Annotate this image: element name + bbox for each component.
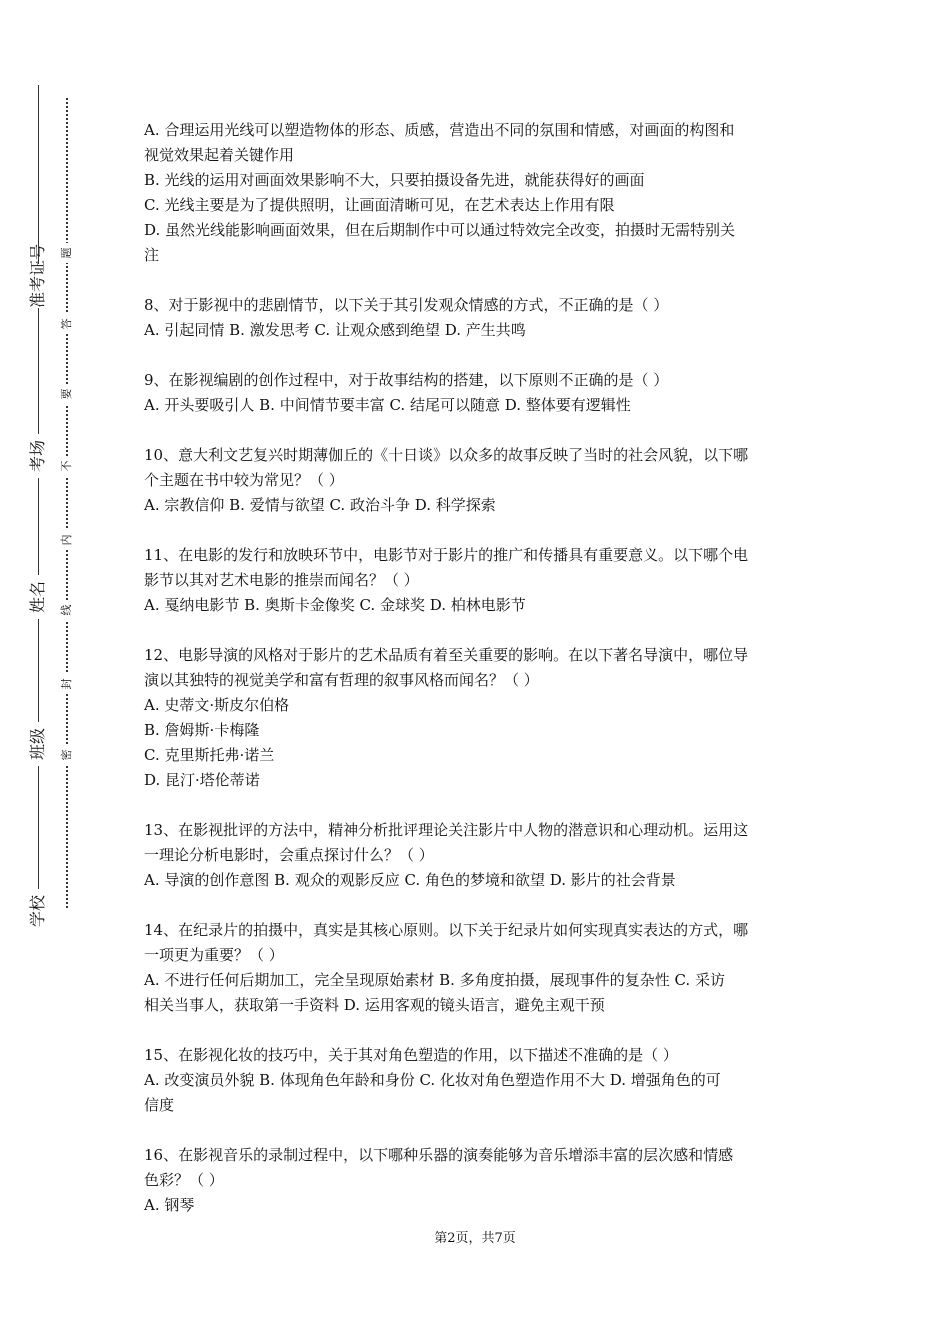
binding-margin — [0, 0, 90, 1344]
question-options: A. 导演的创作意图 B. 观众的观影反应 C. 角色的梦境和欲望 D. 影片的社会背景 — [144, 871, 676, 889]
question-stem: 一理论分析电影时，会重点探讨什么？（ ） — [144, 846, 434, 864]
seal-char: 内 — [57, 530, 77, 550]
question-option: A. 钢琴 — [144, 1196, 195, 1214]
exam-id-label: 准考证号 — [28, 243, 47, 308]
question-option: B. 詹姆斯·卡梅隆 — [144, 721, 260, 739]
question-stem: 15、在影视化妆的技巧中，关于其对角色塑造的作用，以下描述不准确的是（ ） — [144, 1046, 678, 1064]
question-options: A. 引起同情 B. 激发思考 C. 让观众感到绝望 D. 产生共鸣 — [144, 321, 526, 339]
question-options: A. 戛纳电影节 B. 奥斯卡金像奖 C. 金球奖 D. 柏林电影节 — [144, 596, 526, 614]
question-options: 信度 — [144, 1096, 175, 1114]
question-9 — [144, 368, 810, 418]
question-stem: 9、在影视编剧的创作过程中，对于故事结构的搭建，以下原则不正确的是（ ） — [144, 371, 669, 389]
page-number: 第2页，共7页 — [434, 1231, 516, 1246]
question-13 — [144, 818, 810, 893]
question-options: A. 开头要吸引人 B. 中间情节要丰富 C. 结尾可以随意 D. 整体要有逻辑性 — [144, 396, 631, 414]
question-stem: 影节以其对艺术电影的推崇而闻名？（ ） — [144, 571, 419, 589]
question-stem: 16、在影视音乐的录制过程中，以下哪种乐器的演奏能够为音乐增添丰富的层次感和情感 — [144, 1146, 734, 1164]
question-12 — [144, 643, 810, 793]
option-line: D. 虽然光线能影响画面效果，但在后期制作中可以通过特效完全改变，拍摄时无需特别关 — [144, 221, 736, 239]
name-label: 姓名 — [27, 575, 49, 619]
option-line: A. 合理运用光线可以塑造物体的形态、质感，营造出不同的氛围和情感，对画面的构图和 — [144, 121, 735, 139]
question-stem: 13、在影视批评的方法中，精神分析批评理论关注影片中人物的潜意识和心理动机。运用这 — [144, 821, 749, 839]
question-8 — [144, 293, 810, 343]
question-stem: 11、在电影的发行和放映环节中，电影节对于影片的推广和传播具有重要意义。以下哪个电 — [144, 546, 749, 564]
solid-binding-line — [38, 85, 39, 930]
question-16 — [144, 1143, 810, 1218]
question-11 — [144, 543, 810, 618]
question-stem: 个主题在书中较为常见？（ ） — [144, 471, 344, 489]
question-10 — [144, 443, 810, 518]
question-option: C. 克里斯托弗·诺兰 — [144, 746, 275, 764]
seal-char: 密 — [57, 745, 77, 765]
question-options: A. 宗教信仰 B. 爱情与欲望 C. 政治斗争 D. 科学探索 — [144, 496, 496, 514]
seal-char: 线 — [57, 600, 77, 620]
exam-room-label: 考场 — [27, 434, 49, 478]
question-option: D. 昆汀·塔伦蒂诺 — [144, 771, 260, 789]
question-options: A. 不进行任何后期加工，完全呈现原始素材 B. 多角度拍摄，展现事件的复杂性 C. 采访 — [144, 971, 725, 989]
question-option: A. 史蒂文·斯皮尔伯格 — [144, 696, 290, 714]
seal-char: 答 — [57, 314, 77, 334]
question-stem: 10、意大利文艺复兴时期薄伽丘的《十日谈》以众多的故事反映了当时的社会风貌，以下哪 — [144, 446, 749, 464]
option-line: C. 光线主要是为了提供照明，让画面清晰可见，在艺术表达上作用有限 — [144, 196, 615, 214]
question-options: 相关当事人，获取第一手资料 D. 运用客观的镜头语言，避免主观干预 — [144, 996, 605, 1014]
dotted-seal-line — [66, 98, 68, 908]
question-content — [144, 118, 810, 1243]
seal-char: 题 — [57, 243, 77, 263]
question-15 — [144, 1043, 810, 1118]
seal-char: 要 — [57, 384, 77, 404]
option-line: B. 光线的运用对画面效果影响不大，只要拍摄设备先进，就能获得好的画面 — [144, 171, 645, 189]
question-options: A. 改变演员外貌 B. 体现角色年龄和身份 C. 化妆对角色塑造作用不大 D. 增强角色的可 — [144, 1071, 721, 1089]
option-line: 注 — [144, 246, 160, 264]
option-line: 视觉效果起着关键作用 — [144, 146, 295, 164]
question-14 — [144, 918, 810, 1018]
seal-char: 封 — [57, 674, 77, 694]
seal-char: 不 — [57, 456, 77, 476]
question-stem: 一项更为重要？（ ） — [144, 946, 284, 964]
school-label: 学校 — [27, 889, 49, 933]
question-7-options — [144, 118, 810, 268]
question-stem: 12、电影导演的风格对于影片的艺术品质有着至关重要的影响。在以下著名导演中，哪位导 — [144, 646, 749, 664]
question-stem: 演以其独特的视觉美学和富有哲理的叙事风格而闻名？（ ） — [144, 671, 539, 689]
question-stem: 8、对于影视中的悲剧情节，以下关于其引发观众情感的方式，不正确的是（ ） — [144, 296, 669, 314]
question-stem: 色彩？（ ） — [144, 1171, 224, 1189]
class-label: 班级 — [27, 722, 49, 766]
question-stem: 14、在纪录片的拍摄中，真实是其核心原则。以下关于纪录片如何实现真实表达的方式，哪 — [144, 921, 749, 939]
